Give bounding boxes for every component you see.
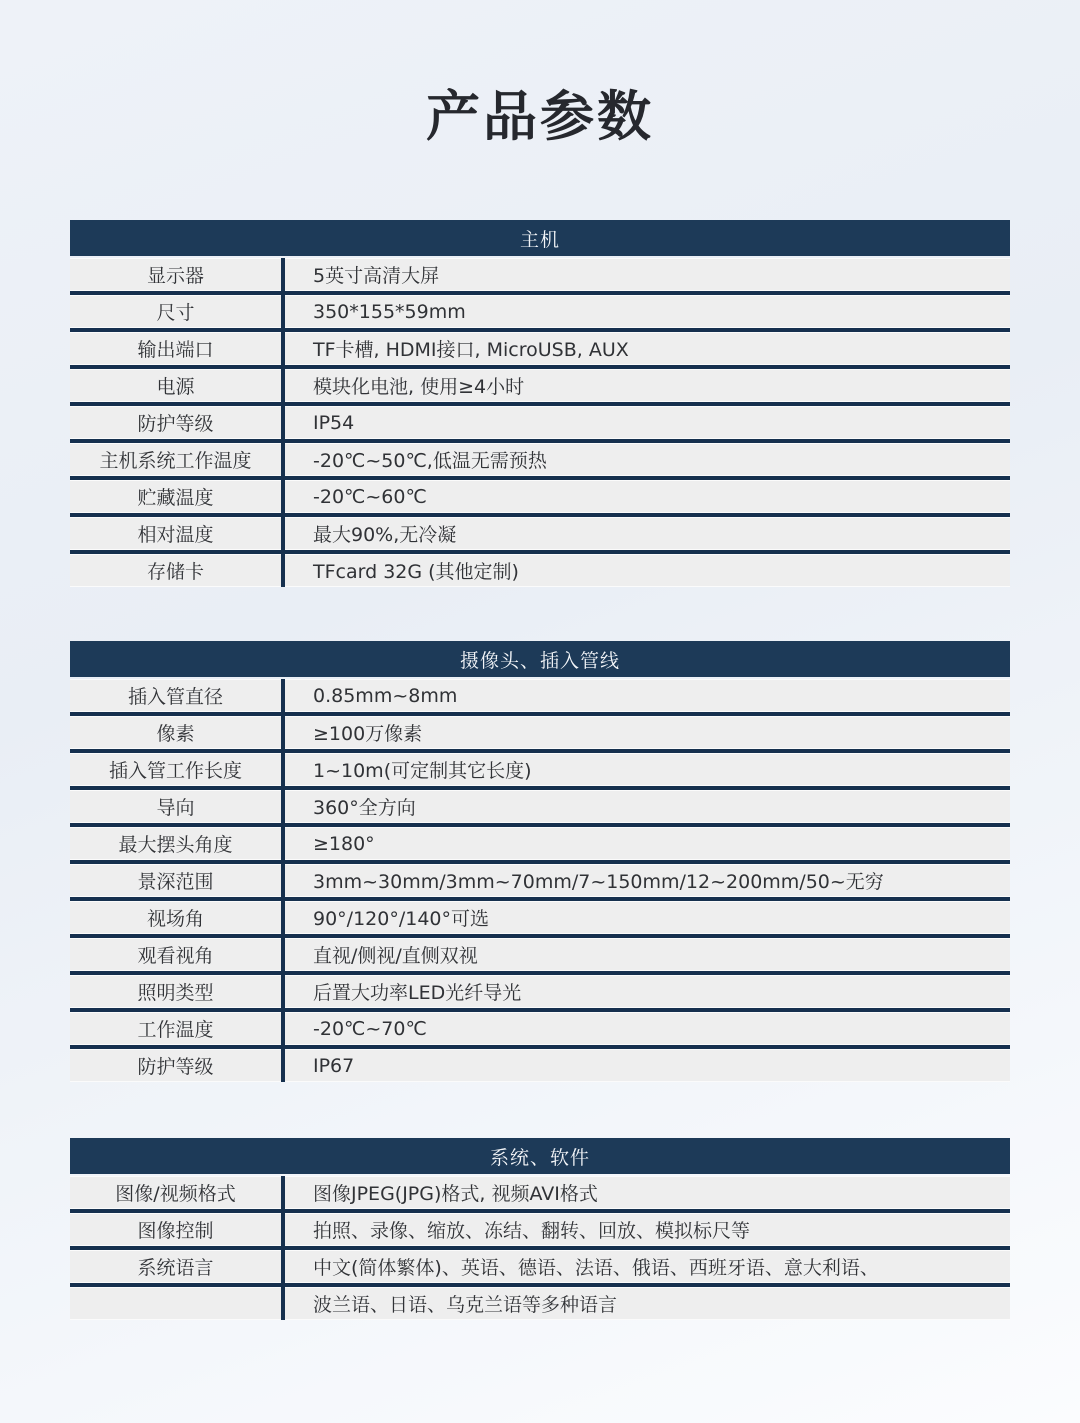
table-row <box>70 332 1010 369</box>
spec-label: 显示器 <box>70 258 285 291</box>
spec-label: 系统语言 <box>70 1250 285 1283</box>
spec-label: 贮藏温度 <box>70 480 285 513</box>
page-title: 产品参数 <box>426 85 654 148</box>
spec-value: IP54 <box>313 411 355 434</box>
spec-table <box>70 220 1010 587</box>
spec-value: 波兰语、日语、乌克兰语等多种语言 <box>313 1294 618 1317</box>
spec-label: 输出端口 <box>70 332 285 365</box>
spec-label: 像素 <box>70 716 285 749</box>
table-header: 系统、软件 <box>70 1138 1010 1174</box>
table-row <box>70 1012 1010 1049</box>
spec-value: 中文(简体繁体)、英语、德语、法语、俄语、西班牙语、意大利语、 <box>313 1257 879 1280</box>
spec-label: 主机系统工作温度 <box>70 443 285 476</box>
spec-value: 模块化电池, 使用≥4小时 <box>313 376 525 399</box>
spec-label: 照明类型 <box>70 975 285 1008</box>
spec-value: -20℃~70℃ <box>313 1017 427 1040</box>
spec-value: 3mm~30mm/3mm~70mm/7~150mm/12~200mm/50~无穷 <box>313 871 884 894</box>
table-row <box>70 406 1010 443</box>
table-row <box>70 517 1010 554</box>
spec-label: 尺寸 <box>70 295 285 328</box>
table-header: 摄像头、插入管线 <box>70 641 1010 677</box>
spec-label <box>70 1287 285 1320</box>
table-row <box>70 1287 1010 1320</box>
spec-value: 最大90%,无冷凝 <box>313 524 457 547</box>
spec-label: 图像控制 <box>70 1213 285 1246</box>
spec-value: 0.85mm~8mm <box>313 684 458 707</box>
table-row <box>70 864 1010 901</box>
table-row <box>70 295 1010 332</box>
spec-label: 观看视角 <box>70 938 285 971</box>
spec-value: 图像JPEG(JPG)格式, 视频AVI格式 <box>313 1183 598 1206</box>
spec-value: 后置大功率LED光纤导光 <box>313 982 522 1005</box>
spec-tables <box>70 220 1010 1320</box>
spec-value: 直视/侧视/直侧双视 <box>313 945 478 968</box>
table-row <box>70 1250 1010 1287</box>
spec-label: 最大摆头角度 <box>70 827 285 860</box>
table-row <box>70 443 1010 480</box>
spec-label: 防护等级 <box>70 1049 285 1082</box>
spec-label: 插入管工作长度 <box>70 753 285 786</box>
spec-label: 插入管直径 <box>70 679 285 712</box>
spec-value: TFcard 32G (其他定制) <box>313 561 519 584</box>
table-row <box>70 258 1010 295</box>
table-row <box>70 480 1010 517</box>
table-header: 主机 <box>70 220 1010 256</box>
table-body <box>70 258 1010 587</box>
spec-value: -20℃~60℃ <box>313 485 427 508</box>
spec-label: 景深范围 <box>70 864 285 897</box>
table-body <box>70 679 1010 1082</box>
table-row <box>70 938 1010 975</box>
spec-label: 工作温度 <box>70 1012 285 1045</box>
table-row <box>70 716 1010 753</box>
table-row <box>70 975 1010 1012</box>
spec-label: 图像/视频格式 <box>70 1176 285 1209</box>
spec-label: 电源 <box>70 369 285 402</box>
table-row <box>70 679 1010 716</box>
table-row <box>70 1176 1010 1213</box>
spec-value: IP67 <box>313 1054 355 1077</box>
spec-value: 拍照、录像、缩放、冻结、翻转、回放、模拟标尺等 <box>313 1220 751 1243</box>
table-row <box>70 554 1010 587</box>
spec-label: 相对温度 <box>70 517 285 550</box>
table-row <box>70 790 1010 827</box>
table-body <box>70 1176 1010 1320</box>
spec-label: 视场角 <box>70 901 285 934</box>
spec-value: TF卡槽, HDMI接口, MicroUSB, AUX <box>313 339 629 362</box>
spec-label: 存储卡 <box>70 554 285 587</box>
spec-value: -20℃~50℃,低温无需预热 <box>313 450 547 473</box>
spec-label: 导向 <box>70 790 285 823</box>
spec-value: ≥180° <box>313 832 375 855</box>
spec-value: 350*155*59mm <box>313 300 466 323</box>
table-row <box>70 1049 1010 1082</box>
table-row <box>70 1213 1010 1250</box>
spec-label: 防护等级 <box>70 406 285 439</box>
table-row <box>70 369 1010 406</box>
spec-value: 90°/120°/140°可选 <box>313 908 490 931</box>
spec-value: 5英寸高清大屏 <box>313 265 440 288</box>
spec-table <box>70 1138 1010 1320</box>
table-row <box>70 827 1010 864</box>
spec-value: ≥100万像素 <box>313 723 423 746</box>
table-row <box>70 901 1010 938</box>
table-row <box>70 753 1010 790</box>
spec-value: 360°全方向 <box>313 797 416 820</box>
spec-value: 1~10m(可定制其它长度) <box>313 760 532 783</box>
spec-table <box>70 641 1010 1082</box>
